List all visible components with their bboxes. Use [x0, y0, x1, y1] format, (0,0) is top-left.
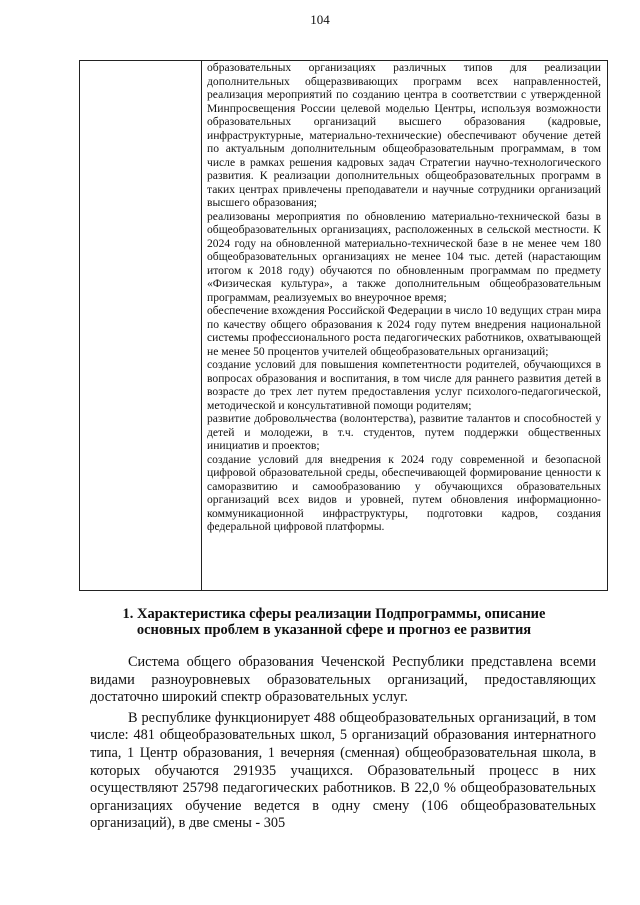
- table-left-cell: [80, 61, 202, 590]
- page-number: 104: [310, 12, 330, 27]
- table-right-cell: [202, 61, 607, 590]
- table-paragraph: реализованы мероприятия по обновлению материально-технической базы в общеобразовательных организациях, расположенных в сельской местности. К 2024 году на обновленной материально-технической базе в не менее чем 180 общеобразовательных организациях не менее 104 тыс. детей (нарастающим итогом к 2018 году) обучаются по обновленным программам по предмету «Физическая культура», а также дополнительным общеобразовательным программам, реализуемых во внеурочное время;: [207, 209, 601, 304]
- program-table: [79, 60, 608, 591]
- section-body: [90, 654, 596, 833]
- body-paragraph: Система общего образования Чеченской Республики представлена всеми видами разноуровневых образовательных организаций, предоставляющих достаточно широкий спектр образовательных услуг.: [90, 654, 596, 706]
- table-paragraph: создание условий для внедрения к 2024 году современной и безопасной цифровой образовательной среды, обеспечивающей формирование ценности к саморазвитию и самообразованию у обучающихся образовательных организаций всех видов и уровней, путем обновления информационно-коммуникационной инфраструктуры, подготовки кадров, создания федеральной цифровой платформы.: [207, 452, 601, 533]
- table-paragraph: развитие добровольчества (волонтерства), развитие талантов и способностей у детей и молодежи, в т.ч. студентов, путем поддержки общественных инициатив и проектов;: [207, 412, 601, 452]
- table-paragraph: обеспечение вхождения Российской Федерации в число 10 ведущих стран мира по качеству общего образования к 2024 году путем внедрения национальной системы профессионального роста педагогических работников, охватывающей не менее 50 процентов учителей общеобразовательных организаций;: [207, 304, 601, 358]
- table-paragraph: создание условий для повышения компетентности родителей, обучающихся в вопросах образования и воспитания, в том числе для раннего развития детей в возрасте до трех лет путем предоставления услуг психолого-педагогической, методической и консультативной помощи родителям;: [207, 358, 601, 412]
- table-paragraph: образовательных организациях различных типов для реализации дополнительных общеразвивающих программ всех направленностей, реализация мероприятий по созданию центра в соответствии с утвержденной Минпросвещения России целевой моделью Центры, используя возможности образовательных организаций высшего образования (кадровые, инфраструктурные, материально-технические) обеспечивают обучение детей по актуальным дополнительным общеобразовательным программам, в том числе в рамках решения кадровых задач Стратегии научно-технологического развития. К реализации дополнительных общеобразовательных программ в таких центрах привлечены преподаватели и научные сотрудники организаций высшего образования;: [207, 61, 601, 209]
- section-heading: 1. Характеристика сферы реализации Подпрограммы, описание основных проблем в указанной сфере и прогноз ее развития: [122, 606, 546, 638]
- body-paragraph: В республике функционирует 488 общеобразовательных организаций, в том числе: 481 общеобразовательных школ, 5 организаций образования интернатного типа, 1 Центр образования, 1 вечерняя (сменная) общеобразовательная школа, в которых обучаются 291935 учащихся. Образовательный процесс в них осуществляют 25798 педагогических работников. В 22,0 % общеобразовательных организациях обучение ведется в одну смену (106 общеобразовательных организаций), в две смены - 305: [90, 709, 596, 832]
